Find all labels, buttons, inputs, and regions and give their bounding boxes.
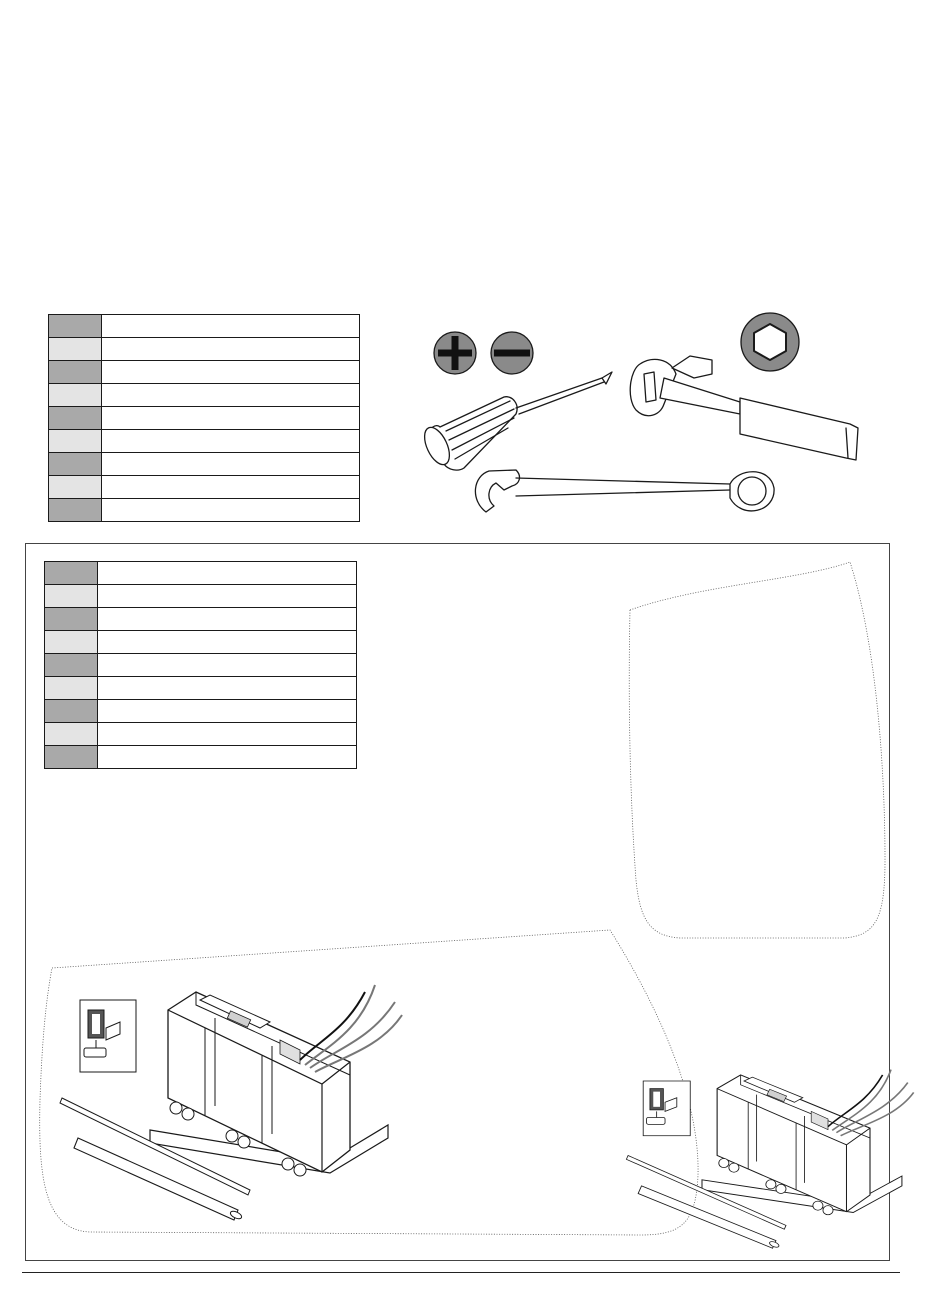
footer-rule bbox=[22, 1272, 900, 1273]
breaker-auxiliary-wiring-large bbox=[40, 930, 698, 1235]
